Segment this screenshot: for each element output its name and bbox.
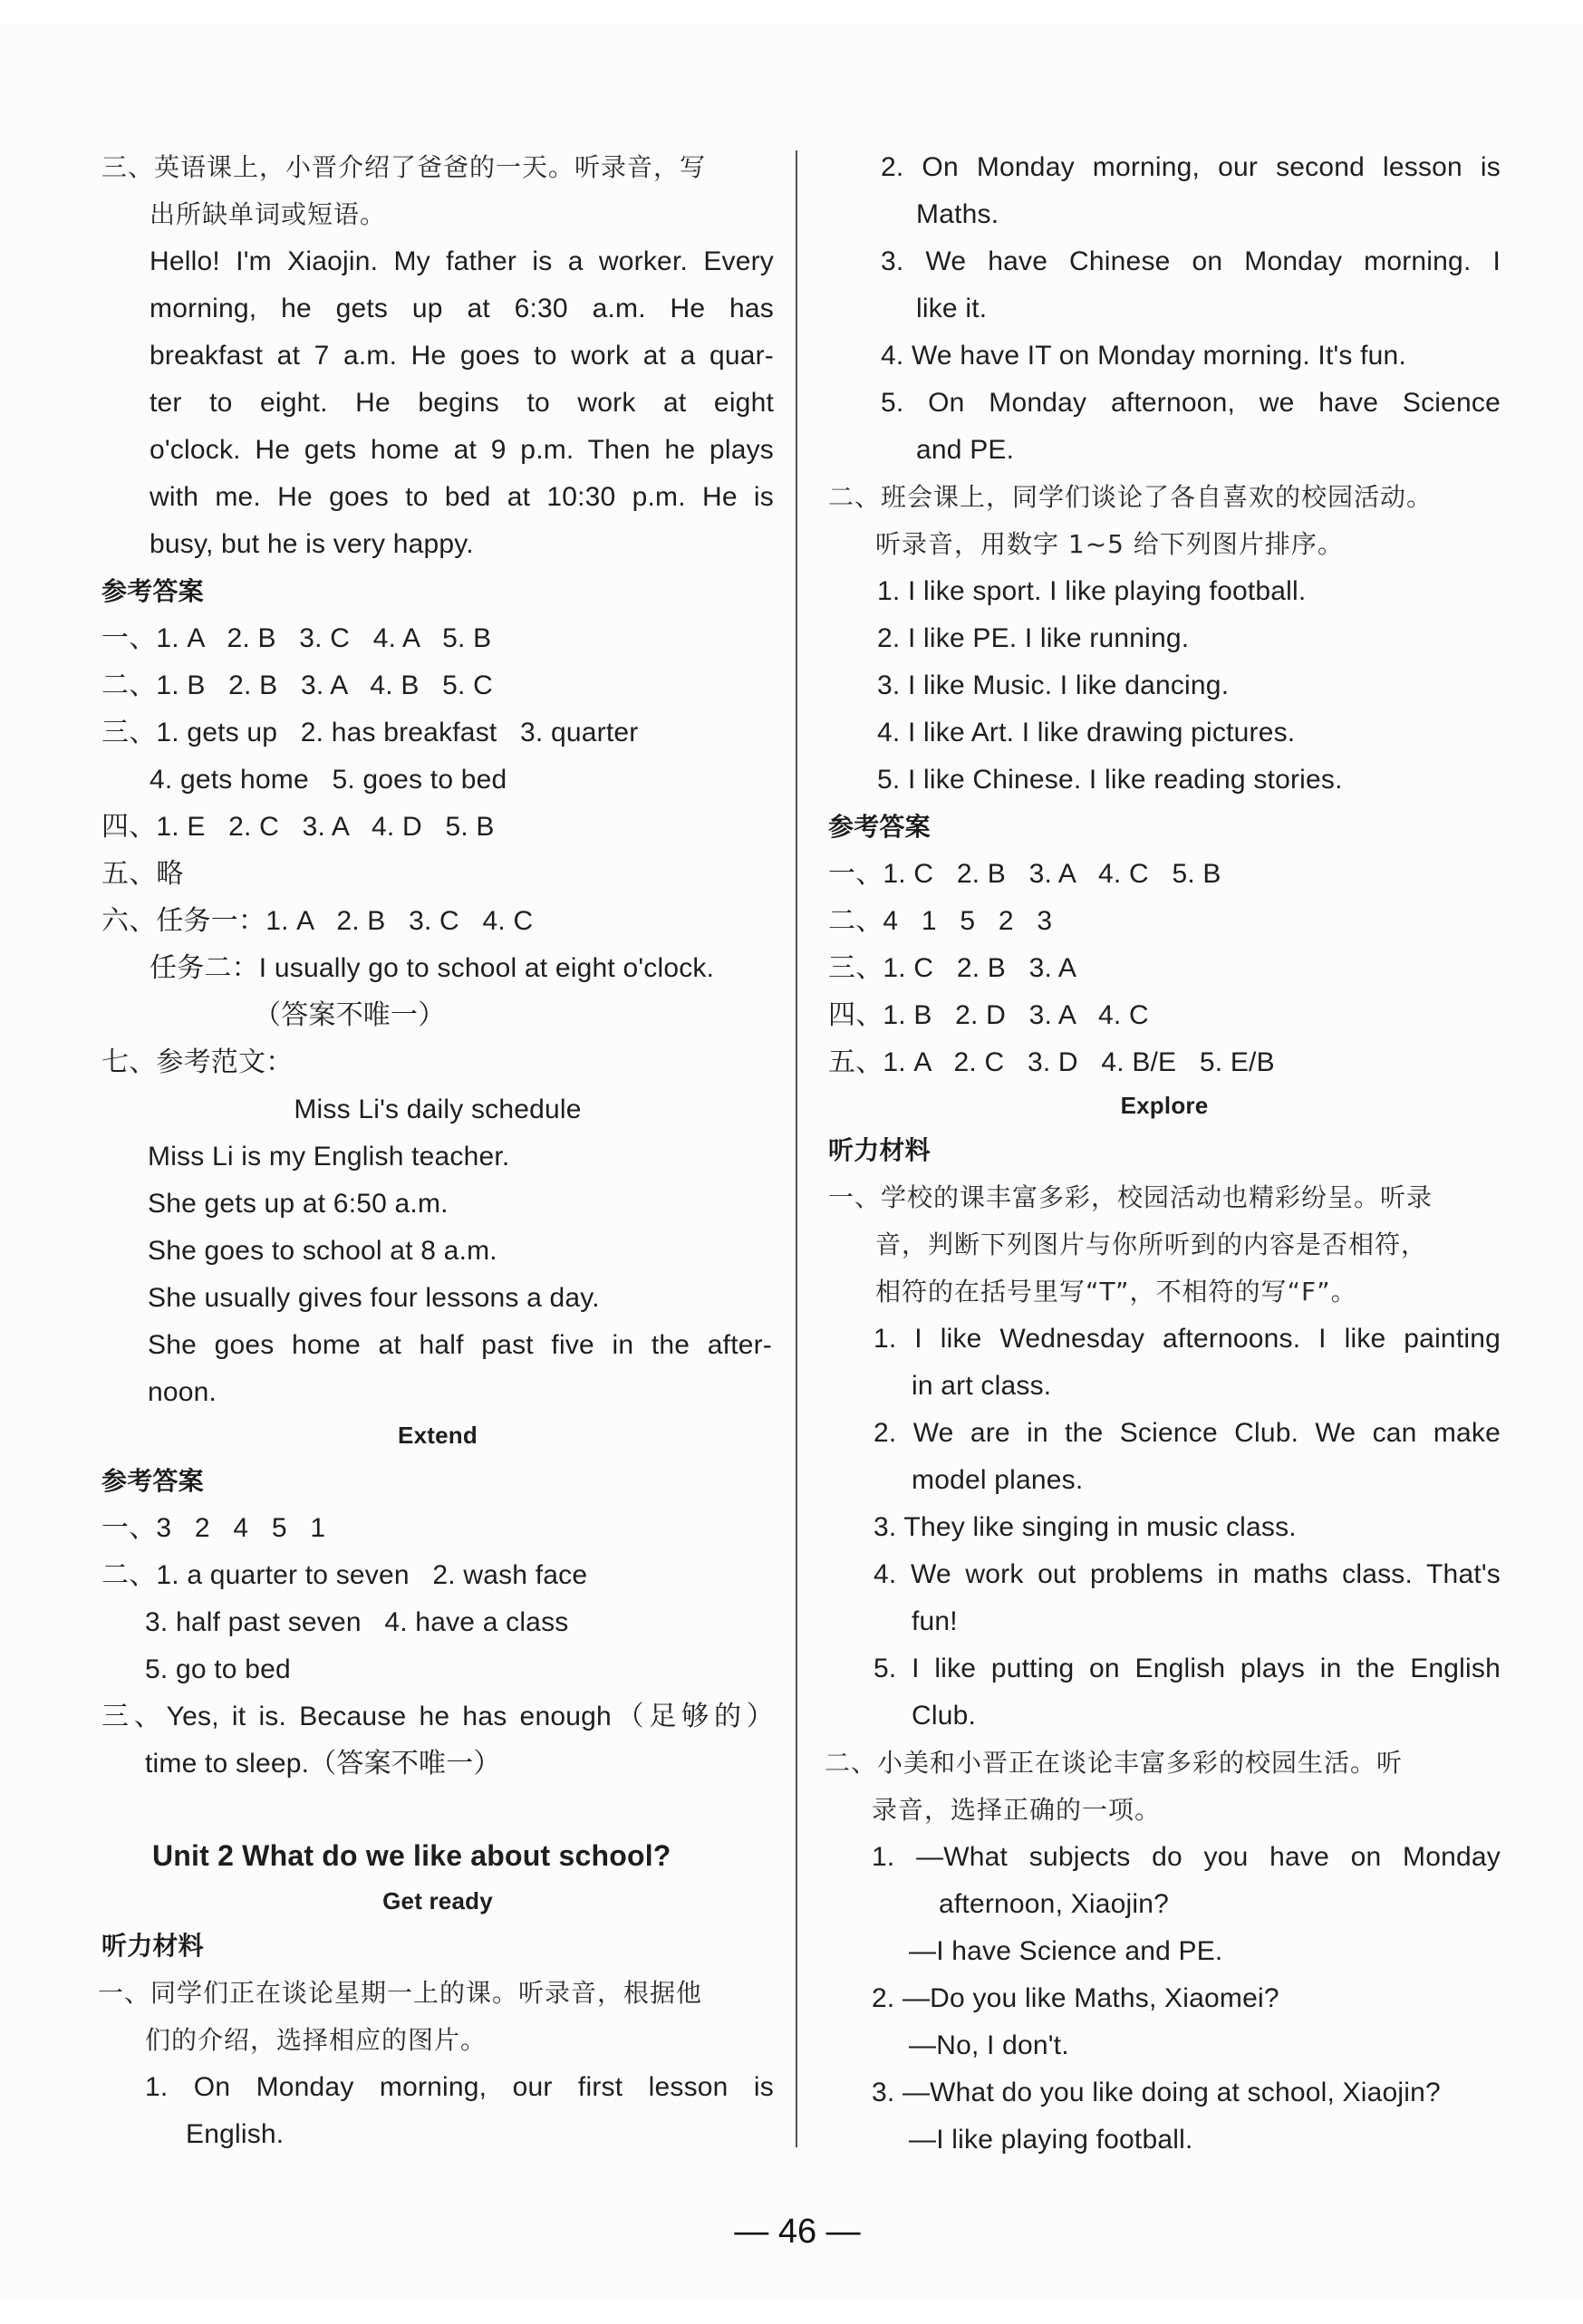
explore-s2-instruction-cont: 录音，选择正确的一项。 xyxy=(872,1795,1162,1825)
listening-item-cont: Club. xyxy=(912,1701,977,1731)
answer-line: 七、参考范文： xyxy=(101,1047,294,1077)
listening-item: 2. On Monday morning, our second lesson is xyxy=(881,152,1501,182)
explore-s1-instruction: 一、学校的课丰富多彩，校园活动也精彩纷呈。听录 xyxy=(828,1182,1433,1212)
listening-item-cont: English. xyxy=(186,2119,285,2149)
answer-line: 三、1. gets up 2. has breakfast 3. quarter xyxy=(101,718,639,747)
explore-s2-instruction: 二、小美和小晋正在谈论丰富多彩的校园生活。听 xyxy=(825,1748,1404,1778)
passage-line: ter to eight. He begins to work at eight xyxy=(150,388,774,418)
explore-s1-instruction-cont: 音，判断下列图片与你所听到的内容是否相符， xyxy=(875,1230,1428,1259)
passage-line: breakfast at 7 a.m. He goes to work at a quar- xyxy=(150,341,774,371)
listening-item-cont: and PE. xyxy=(916,435,1015,465)
listening-item: 5. On Monday afternoon, we have Science xyxy=(881,388,1501,418)
passage-line: busy, but he is very happy. xyxy=(150,529,474,559)
extend-answer-line: 三、Yes, it is. Because he has enough（足够的） xyxy=(101,1702,774,1731)
section-2-instruction-cont: 听录音，用数字 1~5 给下列图片排序。 xyxy=(875,529,1344,559)
dialog-line: afternoon, Xiaojin? xyxy=(939,1889,1169,1919)
explore-s1-instruction-cont: 相符的在括号里写“T”，不相符的写“F”。 xyxy=(875,1277,1357,1307)
listening-heading: 听力材料 xyxy=(828,1135,931,1165)
passage-line: with me. He goes to bed at 10:30 p.m. He is xyxy=(150,482,774,512)
extend-answer-line: 二、1. a quarter to seven 2. wash face xyxy=(101,1560,588,1590)
answer-line: 五、1. A 2. C 3. D 4. B/E 5. E/B xyxy=(828,1047,1275,1077)
essay-line: She gets up at 6:50 a.m. xyxy=(148,1189,449,1219)
listening-item: 2. I like PE. I like running. xyxy=(877,623,1190,653)
listening-item-cont: like it. xyxy=(916,294,988,323)
answer-line: 一、1. A 2. B 3. C 4. A 5. B xyxy=(101,623,492,653)
essay-line: She goes to school at 8 a.m. xyxy=(148,1236,497,1266)
listening-item: 1. I like sport. I like playing football. xyxy=(877,576,1307,606)
answer-line: 四、1. B 2. D 3. A 4. C xyxy=(828,1000,1149,1030)
dialog-line: —No, I don't. xyxy=(909,2030,1069,2060)
passage-line: morning, he gets up at 6:30 a.m. He has xyxy=(150,294,774,323)
answer-line: 五、略 xyxy=(101,859,184,889)
listening-item: 4. We have IT on Monday morning. It's fun. xyxy=(881,341,1406,371)
listening-item-cont: Maths. xyxy=(916,199,999,229)
get-ready-heading: Get ready xyxy=(382,1887,493,1914)
answer-line: 二、1. B 2. B 3. A 4. B 5. C xyxy=(101,670,493,700)
listening-heading: 听力材料 xyxy=(101,1931,204,1961)
extend-answer-line: 3. half past seven 4. have a class xyxy=(145,1607,569,1637)
page-number: — 46 — xyxy=(734,2213,861,2251)
extend-answers-heading: 参考答案 xyxy=(101,1466,204,1496)
dialog-line: —I have Science and PE. xyxy=(909,1936,1223,1966)
answer-line: 六、任务一：1. A 2. B 3. C 4. C xyxy=(101,906,534,936)
answer-line: 任务二：I usually go to school at eight o'clock. xyxy=(150,953,715,983)
essay-line: She usually gives four lessons a day. xyxy=(148,1283,600,1313)
answer-note: （答案不唯一） xyxy=(254,1000,446,1030)
dialog-line: —I like playing football. xyxy=(909,2125,1193,2155)
section-3-instruction: 三、英语课上，小晋介绍了爸爸的一天。听录音，写 xyxy=(101,152,707,182)
get-ready-s1-instruction-cont: 们的介绍，选择相应的图片。 xyxy=(145,2025,487,2055)
extend-answer-line: 5. go to bed xyxy=(145,1654,291,1684)
dialog-line: 2. —Do you like Maths, Xiaomei? xyxy=(872,1983,1279,2013)
essay-line: She goes home at half past five in the after- xyxy=(148,1330,772,1360)
essay-title: Miss Li's daily schedule xyxy=(294,1094,582,1124)
answer-line: 4. gets home 5. goes to bed xyxy=(150,765,507,795)
answer-line: 三、1. C 2. B 3. A xyxy=(828,953,1077,983)
page-bottom-margin xyxy=(0,2301,1583,2324)
listening-item: 4. I like Art. I like drawing pictures. xyxy=(877,718,1296,747)
explore-heading: Explore xyxy=(1120,1092,1209,1119)
dialog-line: 1. —What subjects do you have on Monday xyxy=(872,1842,1501,1872)
section-3-instruction-cont: 出所缺单词或短语。 xyxy=(150,199,387,229)
listening-item: 1. On Monday morning, our first lesson is xyxy=(145,2072,774,2102)
answers-heading: 参考答案 xyxy=(101,576,204,606)
listening-item: 1. I like Wednesday afternoons. I like painting xyxy=(874,1324,1501,1354)
extend-heading: Extend xyxy=(398,1422,478,1449)
answer-line: 二、4 1 5 2 3 xyxy=(828,906,1053,936)
listening-item-cont: model planes. xyxy=(912,1465,1084,1495)
column-divider xyxy=(796,150,797,2147)
answer-line: 四、1. E 2. C 3. A 4. D 5. B xyxy=(101,812,495,842)
section-2-instruction: 二、班会课上，同学们谈论了各自喜欢的校园活动。 xyxy=(828,482,1433,512)
essay-line: noon. xyxy=(148,1377,217,1407)
passage-line: o'clock. He gets home at 9 p.m. Then he plays xyxy=(150,435,774,465)
extend-answer-line: time to sleep.（答案不唯一） xyxy=(145,1749,501,1779)
get-ready-s1-instruction: 一、同学们正在谈论星期一上的课。听录音，根据他 xyxy=(98,1978,703,2008)
listening-item: 5. I like putting on English plays in the English xyxy=(874,1654,1501,1683)
answer-line: 一、1. C 2. B 3. A 4. C 5. B xyxy=(828,859,1221,889)
listening-item-cont: fun! xyxy=(912,1606,958,1636)
essay-line: Miss Li is my English teacher. xyxy=(148,1142,510,1172)
passage-line: Hello! I'm Xiaojin. My father is a worker. Every xyxy=(150,246,774,276)
listening-item: 3. I like Music. I like dancing. xyxy=(877,670,1230,700)
listening-item: 2. We are in the Science Club. We can make xyxy=(874,1418,1501,1448)
listening-item-cont: in art class. xyxy=(912,1371,1052,1401)
listening-item: 4. We work out problems in maths class. That's xyxy=(874,1559,1501,1589)
dialog-line: 3. —What do you like doing at school, Xiaojin? xyxy=(872,2078,1441,2107)
page-top-margin xyxy=(0,0,1583,25)
listening-item: 5. I like Chinese. I like reading stories. xyxy=(877,765,1343,795)
listening-item: 3. We have Chinese on Monday morning. I xyxy=(881,246,1501,276)
answers-heading: 参考答案 xyxy=(828,812,931,842)
unit-title: Unit 2 What do we like about school? xyxy=(152,1839,671,1872)
extend-answer-line: 一、3 2 4 5 1 xyxy=(101,1513,326,1543)
listening-item: 3. They like singing in music class. xyxy=(874,1512,1297,1542)
